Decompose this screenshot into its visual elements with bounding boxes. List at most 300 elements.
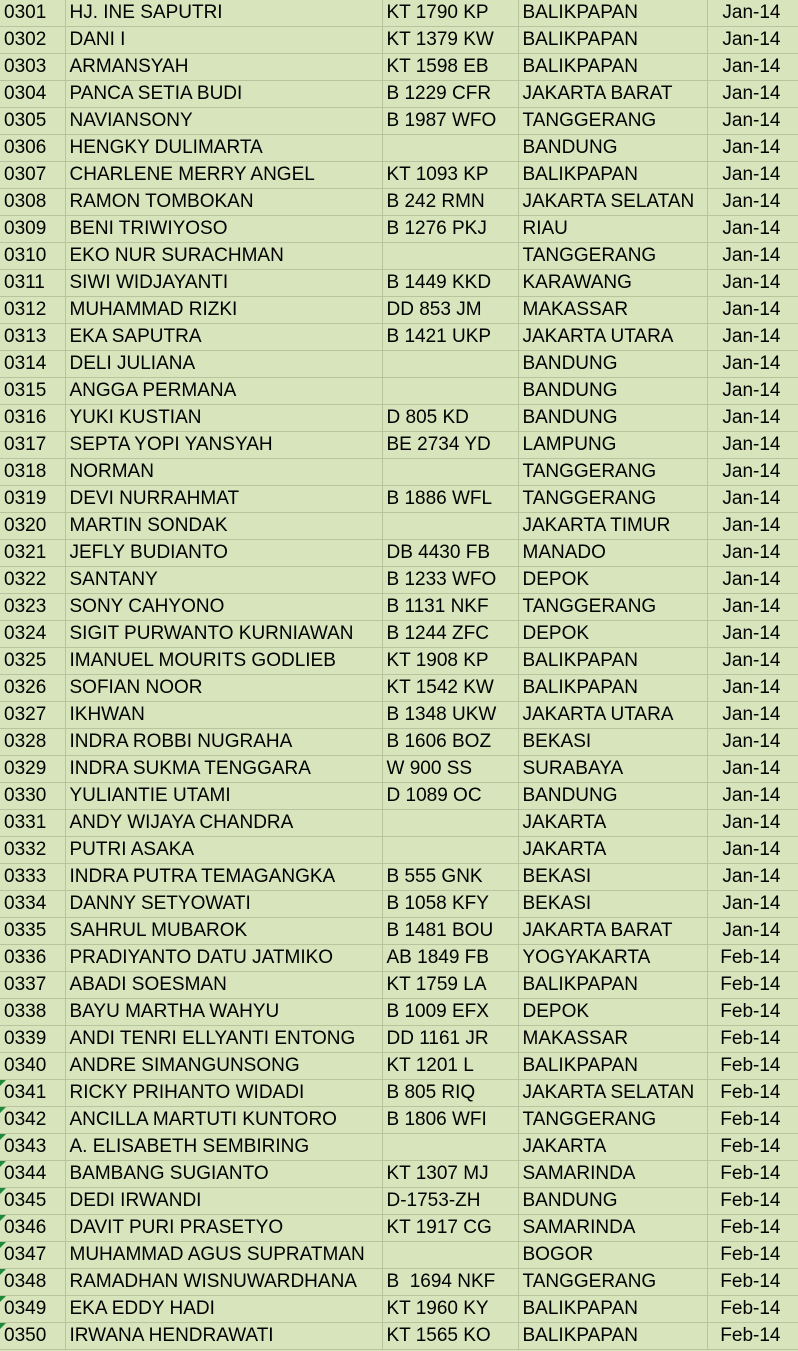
cell-month[interactable]: Jan-14	[707, 27, 798, 54]
cell-license-plate[interactable]: KT 1307 MJ	[382, 1161, 518, 1188]
cell-month[interactable]: Jan-14	[707, 756, 798, 783]
cell-city[interactable]: MANADO	[518, 540, 707, 567]
table-row	[0, 486, 798, 513]
cell-name[interactable]: SANTANY	[65, 567, 382, 594]
table-row	[0, 81, 798, 108]
cell-city[interactable]: BANDUNG	[518, 378, 707, 405]
cell-city[interactable]: DEPOK	[518, 567, 707, 594]
cell-month[interactable]: Jan-14	[707, 351, 798, 378]
cell-city[interactable]: JAKARTA BARAT	[518, 918, 707, 945]
cell-license-plate[interactable]	[382, 378, 518, 405]
cell-month[interactable]: Jan-14	[707, 918, 798, 945]
cell-city[interactable]: BEKASI	[518, 864, 707, 891]
cell-license-plate[interactable]: B 1449 KKD	[382, 270, 518, 297]
cell-name[interactable]: HENGKY DULIMARTA	[65, 135, 382, 162]
cell-month[interactable]: Jan-14	[707, 567, 798, 594]
table-row	[0, 162, 798, 189]
cell-member-no[interactable]: 0348	[0, 1269, 65, 1296]
cell-city[interactable]: JAKARTA	[518, 1134, 707, 1161]
cell-license-plate[interactable]: D 805 KD	[382, 405, 518, 432]
cell-city[interactable]: BALIKPAPAN	[518, 27, 707, 54]
cell-month[interactable]: Jan-14	[707, 783, 798, 810]
cell-month[interactable]: Jan-14	[707, 405, 798, 432]
cell-license-plate[interactable]: AB 1849 FB	[382, 945, 518, 972]
table-row	[0, 675, 798, 702]
cell-month[interactable]: Jan-14	[707, 297, 798, 324]
table-row	[0, 594, 798, 621]
cell-month[interactable]: Jan-14	[707, 513, 798, 540]
cell-name[interactable]: BAYU MARTHA WAHYU	[65, 999, 382, 1026]
cell-name[interactable]: IRWANA HENDRAWATI	[65, 1323, 382, 1350]
table-row	[0, 837, 798, 864]
cell-license-plate[interactable]: DB 4430 FB	[382, 540, 518, 567]
table-row	[0, 972, 798, 999]
cell-city[interactable]: SURABAYA	[518, 756, 707, 783]
cell-name[interactable]: IKHWAN	[65, 702, 382, 729]
cell-name[interactable]: MARTIN SONDAK	[65, 513, 382, 540]
cell-city[interactable]: BEKASI	[518, 729, 707, 756]
cell-member-no[interactable]: 0322	[0, 567, 65, 594]
cell-month[interactable]: Feb-14	[707, 999, 798, 1026]
cell-month[interactable]: Jan-14	[707, 81, 798, 108]
cell-city[interactable]: BALIKPAPAN	[518, 0, 707, 27]
cell-name[interactable]: ANDY WIJAYA CHANDRA	[65, 810, 382, 837]
cell-city[interactable]: RIAU	[518, 216, 707, 243]
cell-member-no[interactable]: 0342	[0, 1107, 65, 1134]
cell-month[interactable]: Jan-14	[707, 270, 798, 297]
cell-city[interactable]: JAKARTA	[518, 837, 707, 864]
cell-city[interactable]: SAMARINDA	[518, 1161, 707, 1188]
table-row	[0, 189, 798, 216]
cell-license-plate[interactable]: B 1481 BOU	[382, 918, 518, 945]
cell-license-plate[interactable]: B 1131 NKF	[382, 594, 518, 621]
cell-city[interactable]: TANGGERANG	[518, 108, 707, 135]
cell-member-no[interactable]: 0313	[0, 324, 65, 351]
cell-month[interactable]: Jan-14	[707, 189, 798, 216]
table-row	[0, 756, 798, 783]
table-row	[0, 1080, 798, 1107]
table-row	[0, 513, 798, 540]
cell-month[interactable]: Jan-14	[707, 837, 798, 864]
cell-license-plate[interactable]	[382, 837, 518, 864]
cell-month[interactable]: Feb-14	[707, 1296, 798, 1323]
cell-member-no[interactable]: 0321	[0, 540, 65, 567]
cell-member-no[interactable]: 0344	[0, 1161, 65, 1188]
cell-month[interactable]: Jan-14	[707, 135, 798, 162]
cell-license-plate[interactable]: B 1606 BOZ	[382, 729, 518, 756]
cell-city[interactable]: TANGGERANG	[518, 459, 707, 486]
cell-license-plate[interactable]: B 1229 CFR	[382, 81, 518, 108]
cell-name[interactable]: MUHAMMAD RIZKI	[65, 297, 382, 324]
cell-city[interactable]: YOGYAKARTA	[518, 945, 707, 972]
table-row	[0, 243, 798, 270]
cell-name[interactable]: JEFLY BUDIANTO	[65, 540, 382, 567]
cell-member-no[interactable]: 0307	[0, 162, 65, 189]
cell-month[interactable]: Jan-14	[707, 324, 798, 351]
cell-license-plate[interactable]: B 1987 WFO	[382, 108, 518, 135]
cell-city[interactable]: BALIKPAPAN	[518, 675, 707, 702]
table-row	[0, 54, 798, 81]
cell-member-no[interactable]: 0306	[0, 135, 65, 162]
cell-member-no[interactable]: 0310	[0, 243, 65, 270]
table-row	[0, 405, 798, 432]
cell-member-no[interactable]: 0340	[0, 1053, 65, 1080]
cell-license-plate[interactable]: KT 1565 KO	[382, 1323, 518, 1350]
table-row	[0, 1188, 798, 1215]
table-row	[0, 1215, 798, 1242]
cell-month[interactable]: Feb-14	[707, 1026, 798, 1053]
cell-member-no[interactable]: 0315	[0, 378, 65, 405]
cell-month[interactable]: Feb-14	[707, 1053, 798, 1080]
cell-member-no[interactable]: 0319	[0, 486, 65, 513]
cell-license-plate[interactable]: D 1089 OC	[382, 783, 518, 810]
cell-name[interactable]: A. ELISABETH SEMBIRING	[65, 1134, 382, 1161]
cell-city[interactable]: BEKASI	[518, 891, 707, 918]
cell-license-plate[interactable]: B 1806 WFI	[382, 1107, 518, 1134]
cell-member-no[interactable]: 0345	[0, 1188, 65, 1215]
table-row	[0, 324, 798, 351]
cell-member-no[interactable]: 0336	[0, 945, 65, 972]
cell-name[interactable]: SAHRUL MUBAROK	[65, 918, 382, 945]
cell-month[interactable]: Jan-14	[707, 621, 798, 648]
cell-month[interactable]: Feb-14	[707, 972, 798, 999]
cell-license-plate[interactable]	[382, 513, 518, 540]
cell-member-no[interactable]: 0346	[0, 1215, 65, 1242]
cell-name[interactable]: NAVIANSONY	[65, 108, 382, 135]
cell-license-plate[interactable]: KT 1093 KP	[382, 162, 518, 189]
cell-name[interactable]: ANCILLA MARTUTI KUNTORO	[65, 1107, 382, 1134]
cell-name[interactable]: NORMAN	[65, 459, 382, 486]
cell-name[interactable]: CHARLENE MERRY ANGEL	[65, 162, 382, 189]
table-row	[0, 378, 798, 405]
cell-month[interactable]: Jan-14	[707, 378, 798, 405]
cell-month[interactable]: Jan-14	[707, 486, 798, 513]
cell-city[interactable]: TANGGERANG	[518, 243, 707, 270]
cell-month[interactable]: Jan-14	[707, 891, 798, 918]
cell-license-plate[interactable]: B 805 RIQ	[382, 1080, 518, 1107]
table-row	[0, 1053, 798, 1080]
cell-city[interactable]: BALIKPAPAN	[518, 1323, 707, 1350]
cell-member-no[interactable]: 0349	[0, 1296, 65, 1323]
cell-license-plate[interactable]: B 1421 UKP	[382, 324, 518, 351]
cell-license-plate[interactable]: KT 1960 KY	[382, 1296, 518, 1323]
cell-name[interactable]: INDRA SUKMA TENGGARA	[65, 756, 382, 783]
cell-name[interactable]: DANI I	[65, 27, 382, 54]
cell-license-plate[interactable]: DD 1161 JR	[382, 1026, 518, 1053]
cell-name[interactable]: DELI JULIANA	[65, 351, 382, 378]
cell-name[interactable]: HJ. INE SAPUTRI	[65, 0, 382, 27]
cell-license-plate[interactable]: B 242 RMN	[382, 189, 518, 216]
table-row	[0, 864, 798, 891]
cell-name[interactable]: SEPTA YOPI YANSYAH	[65, 432, 382, 459]
cell-member-no[interactable]: 0343	[0, 1134, 65, 1161]
table-row	[0, 810, 798, 837]
cell-member-no[interactable]: 0303	[0, 54, 65, 81]
cell-month[interactable]: Jan-14	[707, 864, 798, 891]
cell-license-plate[interactable]	[382, 810, 518, 837]
cell-member-no[interactable]: 0308	[0, 189, 65, 216]
cell-license-plate[interactable]: BE 2734 YD	[382, 432, 518, 459]
cell-name[interactable]: RAMADHAN WISNUWARDHANA	[65, 1269, 382, 1296]
table-row	[0, 1269, 798, 1296]
cell-month[interactable]: Feb-14	[707, 1107, 798, 1134]
cell-city[interactable]: BANDUNG	[518, 405, 707, 432]
table-row	[0, 999, 798, 1026]
table-row	[0, 1296, 798, 1323]
cell-license-plate[interactable]: KT 1790 KP	[382, 0, 518, 27]
cell-license-plate[interactable]	[382, 459, 518, 486]
cell-city[interactable]: JAKARTA SELATAN	[518, 1080, 707, 1107]
cell-license-plate[interactable]: DD 853 JM	[382, 297, 518, 324]
cell-member-no[interactable]: 0318	[0, 459, 65, 486]
cell-month[interactable]: Jan-14	[707, 729, 798, 756]
cell-month[interactable]: Feb-14	[707, 1080, 798, 1107]
cell-name[interactable]: EKA EDDY HADI	[65, 1296, 382, 1323]
cell-month[interactable]: Jan-14	[707, 810, 798, 837]
cell-member-no[interactable]: 0341	[0, 1080, 65, 1107]
cell-name[interactable]: ANDI TENRI ELLYANTI ENTONG	[65, 1026, 382, 1053]
cell-city[interactable]: LAMPUNG	[518, 432, 707, 459]
table-row	[0, 918, 798, 945]
table-row	[0, 108, 798, 135]
cell-member-no[interactable]: 0312	[0, 297, 65, 324]
cell-month[interactable]: Jan-14	[707, 540, 798, 567]
cell-city[interactable]: BANDUNG	[518, 135, 707, 162]
cell-name[interactable]: EKA SAPUTRA	[65, 324, 382, 351]
cell-member-no[interactable]: 0328	[0, 729, 65, 756]
cell-name[interactable]: PUTRI ASAKA	[65, 837, 382, 864]
cell-member-no[interactable]: 0326	[0, 675, 65, 702]
table-row	[0, 432, 798, 459]
table-row	[0, 540, 798, 567]
table-row	[0, 702, 798, 729]
cell-license-plate[interactable]: KT 1598 EB	[382, 54, 518, 81]
table-row	[0, 351, 798, 378]
cell-city[interactable]: JAKARTA TIMUR	[518, 513, 707, 540]
cell-city[interactable]: BANDUNG	[518, 1188, 707, 1215]
table-row	[0, 1107, 798, 1134]
cell-license-plate[interactable]: B 1058 KFY	[382, 891, 518, 918]
cell-name[interactable]: BENI TRIWIYOSO	[65, 216, 382, 243]
table-row	[0, 648, 798, 675]
cell-city[interactable]: BALIKPAPAN	[518, 54, 707, 81]
cell-member-no[interactable]: 0339	[0, 1026, 65, 1053]
cell-month[interactable]: Feb-14	[707, 945, 798, 972]
cell-month[interactable]: Jan-14	[707, 0, 798, 27]
cell-member-no[interactable]: 0350	[0, 1323, 65, 1350]
cell-member-no[interactable]: 0324	[0, 621, 65, 648]
table-row	[0, 945, 798, 972]
cell-member-no[interactable]: 0331	[0, 810, 65, 837]
cell-city[interactable]: BALIKPAPAN	[518, 1296, 707, 1323]
cell-member-no[interactable]: 0330	[0, 783, 65, 810]
cell-license-plate[interactable]: B 555 GNK	[382, 864, 518, 891]
cell-member-no[interactable]: 0320	[0, 513, 65, 540]
cell-city[interactable]: BANDUNG	[518, 351, 707, 378]
cell-member-no[interactable]: 0316	[0, 405, 65, 432]
cell-name[interactable]: BAMBANG SUGIANTO	[65, 1161, 382, 1188]
cell-license-plate[interactable]: B 1348 UKW	[382, 702, 518, 729]
table-row	[0, 1323, 798, 1350]
cell-member-no[interactable]: 0311	[0, 270, 65, 297]
table-row	[0, 270, 798, 297]
cell-name[interactable]: PRADIYANTO DATU JATMIKO	[65, 945, 382, 972]
cell-name[interactable]: ARMANSYAH	[65, 54, 382, 81]
cell-city[interactable]: BALIKPAPAN	[518, 972, 707, 999]
table-row	[0, 1242, 798, 1269]
cell-license-plate[interactable]: B 1276 PKJ	[382, 216, 518, 243]
cell-city[interactable]: JAKARTA SELATAN	[518, 189, 707, 216]
table-row	[0, 891, 798, 918]
cell-member-no[interactable]: 0309	[0, 216, 65, 243]
table-row	[0, 135, 798, 162]
table-row	[0, 729, 798, 756]
cell-license-plate[interactable]: W 900 SS	[382, 756, 518, 783]
cell-name[interactable]: DAVIT PURI PRASETYO	[65, 1215, 382, 1242]
cell-license-plate[interactable]: B 1009 EFX	[382, 999, 518, 1026]
cell-city[interactable]: JAKARTA BARAT	[518, 81, 707, 108]
cell-city[interactable]: DEPOK	[518, 999, 707, 1026]
cell-month[interactable]: Jan-14	[707, 216, 798, 243]
cell-member-no[interactable]: 0305	[0, 108, 65, 135]
cell-name[interactable]: RICKY PRIHANTO WIDADI	[65, 1080, 382, 1107]
cell-name[interactable]: DANNY SETYOWATI	[65, 891, 382, 918]
cell-name[interactable]: ANDRE SIMANGUNSONG	[65, 1053, 382, 1080]
cell-city[interactable]: TANGGERANG	[518, 1269, 707, 1296]
cell-member-no[interactable]: 0325	[0, 648, 65, 675]
cell-member-no[interactable]: 0327	[0, 702, 65, 729]
cell-member-no[interactable]: 0323	[0, 594, 65, 621]
table-row	[0, 459, 798, 486]
cell-city[interactable]: JAKARTA UTARA	[518, 324, 707, 351]
cell-license-plate[interactable]: B 1244 ZFC	[382, 621, 518, 648]
table-row	[0, 783, 798, 810]
cell-month[interactable]: Jan-14	[707, 243, 798, 270]
cell-name[interactable]: ANGGA PERMANA	[65, 378, 382, 405]
cell-name[interactable]: EKO NUR SURACHMAN	[65, 243, 382, 270]
cell-month[interactable]: Feb-14	[707, 1161, 798, 1188]
table-row	[0, 297, 798, 324]
cell-member-no[interactable]: 0301	[0, 0, 65, 27]
cell-license-plate[interactable]	[382, 1242, 518, 1269]
cell-city[interactable]: JAKARTA	[518, 810, 707, 837]
table-row	[0, 0, 798, 27]
table-row	[0, 216, 798, 243]
cell-city[interactable]: MAKASSAR	[518, 297, 707, 324]
cell-license-plate[interactable]: B 1886 WFL	[382, 486, 518, 513]
table-row	[0, 1161, 798, 1188]
cell-month[interactable]: Jan-14	[707, 459, 798, 486]
cell-license-plate[interactable]: KT 1917 CG	[382, 1215, 518, 1242]
cell-month[interactable]: Feb-14	[707, 1215, 798, 1242]
cell-license-plate[interactable]: B 1233 WFO	[382, 567, 518, 594]
cell-name[interactable]: DEDI IRWANDI	[65, 1188, 382, 1215]
cell-city[interactable]: BANDUNG	[518, 783, 707, 810]
cell-license-plate[interactable]: B 1694 NKF	[382, 1269, 518, 1296]
cell-name[interactable]: INDRA ROBBI NUGRAHA	[65, 729, 382, 756]
cell-member-no[interactable]: 0329	[0, 756, 65, 783]
cell-city[interactable]: TANGGERANG	[518, 594, 707, 621]
cell-name[interactable]: SIWI WIDJAYANTI	[65, 270, 382, 297]
cell-month[interactable]: Jan-14	[707, 675, 798, 702]
cell-member-no[interactable]: 0317	[0, 432, 65, 459]
table-row	[0, 567, 798, 594]
cell-city[interactable]: TANGGERANG	[518, 486, 707, 513]
cell-month[interactable]: Jan-14	[707, 162, 798, 189]
cell-name[interactable]: RAMON TOMBOKAN	[65, 189, 382, 216]
cell-name[interactable]: MUHAMMAD AGUS SUPRATMAN	[65, 1242, 382, 1269]
cell-name[interactable]: SIGIT PURWANTO KURNIAWAN	[65, 621, 382, 648]
table-row	[0, 1026, 798, 1053]
cell-city[interactable]: MAKASSAR	[518, 1026, 707, 1053]
cell-member-no[interactable]: 0335	[0, 918, 65, 945]
cell-month[interactable]: Jan-14	[707, 648, 798, 675]
cell-city[interactable]: BOGOR	[518, 1242, 707, 1269]
cell-city[interactable]: JAKARTA UTARA	[518, 702, 707, 729]
cell-city[interactable]: TANGGERANG	[518, 1107, 707, 1134]
cell-city[interactable]: BALIKPAPAN	[518, 648, 707, 675]
cell-member-no[interactable]: 0338	[0, 999, 65, 1026]
cell-member-no[interactable]: 0334	[0, 891, 65, 918]
cell-name[interactable]: ABADI SOESMAN	[65, 972, 382, 999]
cell-member-no[interactable]: 0314	[0, 351, 65, 378]
cell-city[interactable]: BALIKPAPAN	[518, 162, 707, 189]
cell-license-plate[interactable]: KT 1542 KW	[382, 675, 518, 702]
table-row	[0, 1134, 798, 1161]
cell-month[interactable]: Feb-14	[707, 1188, 798, 1215]
cell-member-no[interactable]: 0304	[0, 81, 65, 108]
cell-month[interactable]: Feb-14	[707, 1323, 798, 1350]
cell-month[interactable]: Jan-14	[707, 702, 798, 729]
cell-license-plate[interactable]: KT 1908 KP	[382, 648, 518, 675]
cell-month[interactable]: Jan-14	[707, 594, 798, 621]
cell-license-plate[interactable]	[382, 135, 518, 162]
cell-member-no[interactable]: 0337	[0, 972, 65, 999]
cell-name[interactable]: PANCA SETIA BUDI	[65, 81, 382, 108]
cell-month[interactable]: Jan-14	[707, 54, 798, 81]
cell-name[interactable]: SOFIAN NOOR	[65, 675, 382, 702]
cell-license-plate[interactable]	[382, 351, 518, 378]
cell-name[interactable]: INDRA PUTRA TEMAGANGKA	[65, 864, 382, 891]
cell-city[interactable]: KARAWANG	[518, 270, 707, 297]
cell-month[interactable]: Feb-14	[707, 1242, 798, 1269]
cell-month[interactable]: Jan-14	[707, 432, 798, 459]
table-row	[0, 27, 798, 54]
cell-member-no[interactable]: 0332	[0, 837, 65, 864]
cell-license-plate[interactable]	[382, 243, 518, 270]
cell-month[interactable]: Feb-14	[707, 1269, 798, 1296]
cell-member-no[interactable]: 0302	[0, 27, 65, 54]
cell-city[interactable]: SAMARINDA	[518, 1215, 707, 1242]
cell-license-plate[interactable]: KT 1201 L	[382, 1053, 518, 1080]
table-row	[0, 621, 798, 648]
cell-name[interactable]: YUKI KUSTIAN	[65, 405, 382, 432]
cell-month[interactable]: Feb-14	[707, 1134, 798, 1161]
cell-license-plate[interactable]	[382, 1134, 518, 1161]
cell-member-no[interactable]: 0333	[0, 864, 65, 891]
cell-name[interactable]: YULIANTIE UTAMI	[65, 783, 382, 810]
cell-name[interactable]: DEVI NURRAHMAT	[65, 486, 382, 513]
cell-city[interactable]: BALIKPAPAN	[518, 1053, 707, 1080]
cell-license-plate[interactable]: KT 1379 KW	[382, 27, 518, 54]
cell-city[interactable]: DEPOK	[518, 621, 707, 648]
cell-name[interactable]: SONY CAHYONO	[65, 594, 382, 621]
cell-license-plate[interactable]: D-1753-ZH	[382, 1188, 518, 1215]
cell-month[interactable]: Jan-14	[707, 108, 798, 135]
cell-member-no[interactable]: 0347	[0, 1242, 65, 1269]
cell-name[interactable]: IMANUEL MOURITS GODLIEB	[65, 648, 382, 675]
cell-license-plate[interactable]: KT 1759 LA	[382, 972, 518, 999]
